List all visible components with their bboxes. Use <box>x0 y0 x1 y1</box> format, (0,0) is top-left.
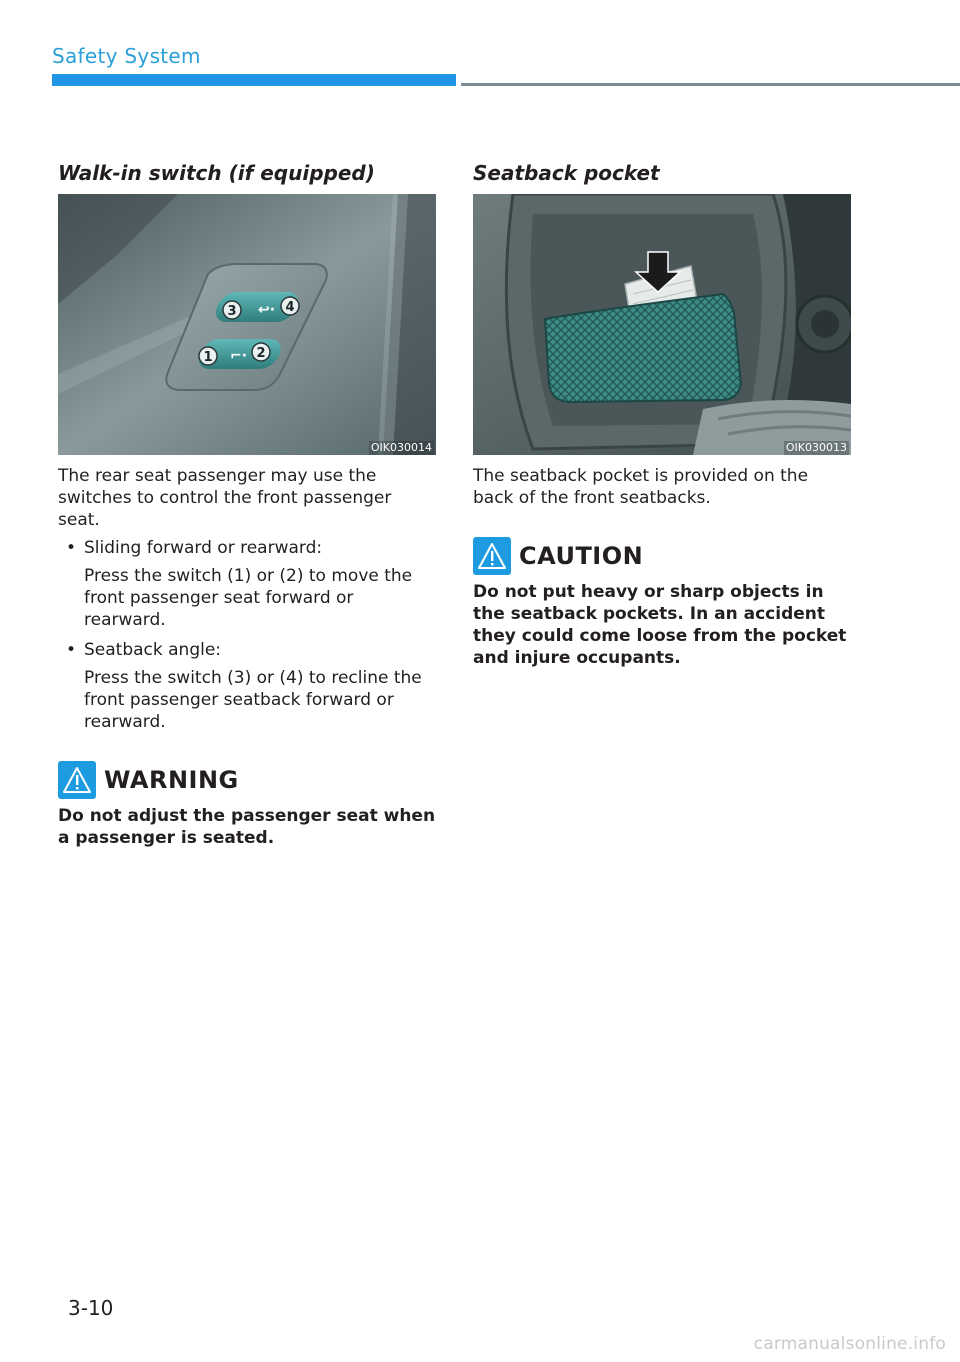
right-column <box>473 160 851 669</box>
caution-text: Do not put heavy or sharp objects in the seatback pockets. In an accident they could come loose from the pocket and injure occupants. <box>473 582 847 668</box>
warning-triangle-icon <box>58 761 96 799</box>
walk-in-switch-figure <box>58 194 436 455</box>
figure-code: OIK030014 <box>370 441 432 454</box>
seatback-pocket-intro: The seatback pocket is provided on the back of the front seatbacks. <box>473 466 809 508</box>
bullet-desc: Press the switch (3) or (4) to recline the front passenger seatback forward or rearward. <box>84 668 422 732</box>
bullet-title: Seatback angle: <box>84 640 222 660</box>
bullet-icon: • <box>66 538 77 558</box>
switch-number-2: 2 <box>256 346 266 361</box>
header-rule <box>461 83 960 86</box>
walk-in-switch-heading: Walk-in switch (if equipped) <box>58 161 375 185</box>
walk-in-switch-list <box>58 537 436 733</box>
page-number: 3-10 <box>68 1296 114 1320</box>
switch-number-3: 3 <box>227 304 237 319</box>
left-column <box>58 160 436 849</box>
caution-triangle-icon <box>473 537 511 575</box>
walk-in-switch-intro: The rear seat passenger may use the switches to control the front passenger seat. <box>58 466 392 530</box>
bullet-desc: Press the switch (1) or (2) to move the front passenger seat forward or rearward. <box>84 566 413 630</box>
seatback-pocket-heading: Seatback pocket <box>473 161 660 185</box>
warning-label: WARNING <box>104 766 239 794</box>
list-item <box>58 537 436 631</box>
bullet-title: Sliding forward or rearward: <box>84 538 323 558</box>
switch-number-4: 4 <box>285 300 295 315</box>
caution-label: CAUTION <box>519 542 644 570</box>
seatback-pocket-figure <box>473 194 851 455</box>
warning-text: Do not adjust the passenger seat when a passenger is seated. <box>58 806 436 848</box>
header-accent-bar <box>52 74 456 86</box>
bullet-icon: • <box>66 640 77 660</box>
svg-text:↩·: ↩· <box>258 302 276 318</box>
walk-in-switch-illustration <box>58 194 436 455</box>
switch-number-1: 1 <box>203 350 213 365</box>
caution-box <box>473 537 851 669</box>
list-item <box>58 639 436 733</box>
svg-text:⌐·: ⌐· <box>230 348 248 364</box>
figure-code: OIK030013 <box>785 441 847 454</box>
watermark: carmanualsonline.info <box>753 1334 946 1354</box>
warning-box <box>58 761 436 849</box>
section-header-title: Safety System <box>52 44 201 68</box>
seatback-pocket-illustration <box>473 194 851 455</box>
